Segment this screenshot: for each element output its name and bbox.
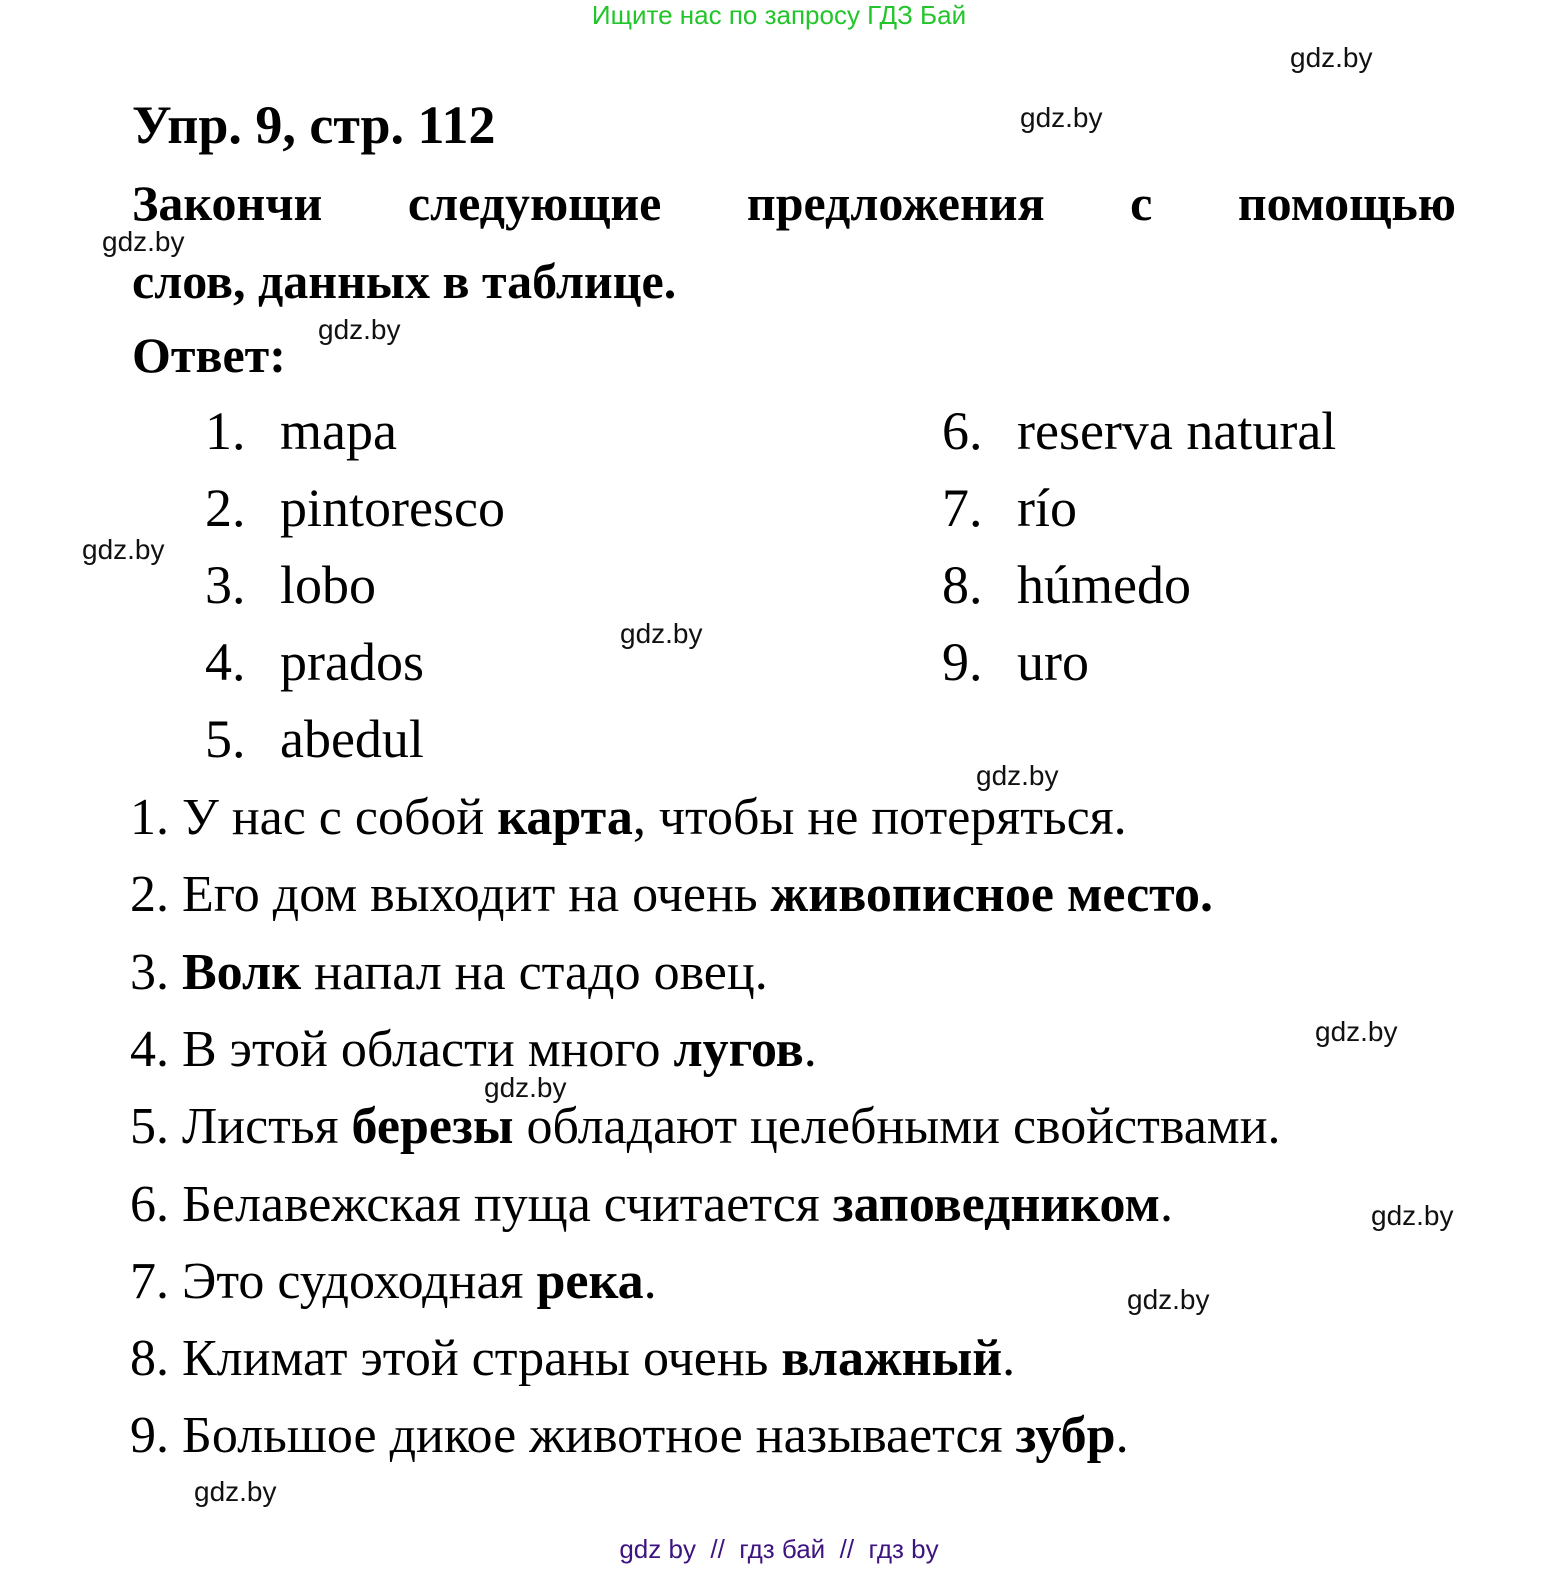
sentence-text: 8. Климат этой страны очень: [130, 1330, 782, 1388]
word-number: 8.: [942, 555, 983, 615]
sentence-text: .: [1159, 1175, 1173, 1233]
watermark: gdz.by: [976, 760, 1059, 791]
sentence-text: .: [1002, 1330, 1016, 1388]
instruction-line-2: слов, данных в таблице.: [132, 253, 677, 309]
sentence-answer: влажный: [781, 1330, 1003, 1388]
watermark: gdz.by: [620, 618, 703, 649]
word-number: 7.: [942, 478, 983, 538]
watermark: gdz.by: [1290, 42, 1373, 73]
watermark: gdz.by: [484, 1072, 567, 1103]
sentence-text: , чтобы не потеряться.: [632, 789, 1127, 846]
watermark: gdz.by: [102, 226, 185, 257]
word-number: 6.: [942, 401, 983, 461]
exercise-title: Упр. 9, стр. 112: [132, 95, 496, 155]
word-number: 4.: [205, 632, 246, 692]
sentence-answer: березы: [351, 1098, 514, 1156]
sentence-text: 3.: [130, 943, 182, 1001]
watermark: gdz.by: [1315, 1016, 1398, 1047]
sentence-text: .: [643, 1252, 657, 1310]
watermark: gdz.by: [1127, 1284, 1210, 1315]
sentence-answer: живописное место.: [770, 866, 1214, 924]
sentence-text: 5. Листья: [130, 1098, 352, 1156]
answer-sentence: [130, 1174, 1173, 1236]
word-list-item: [205, 477, 505, 539]
word-list-item: [942, 554, 1191, 616]
sentence-text: 1. У нас с собой: [130, 789, 498, 846]
word-text: reserva natural: [1017, 401, 1337, 461]
word-text: río: [1017, 478, 1077, 538]
word-list-item: [205, 708, 424, 770]
answer-sentence: [130, 787, 1127, 849]
footer-watermark: gdz by // гдз бай // гдз by: [619, 1534, 939, 1564]
sentence-answer: река: [536, 1252, 644, 1310]
watermark: gdz.by: [318, 314, 401, 345]
word-number: 2.: [205, 478, 246, 538]
search-banner[interactable]: Ищите нас по запросу ГДЗ Бай: [591, 0, 967, 30]
word-text: prados: [280, 632, 424, 692]
word-text: mapa: [280, 401, 397, 461]
sentence-answer: лугов: [673, 1020, 804, 1078]
sentence-text: 7. Это судоходная: [130, 1252, 537, 1310]
sentence-answer: карта: [497, 789, 633, 846]
instruction-line-1: Закончи следующие предложения с помощью: [132, 175, 1456, 231]
word-number: 1.: [205, 401, 246, 461]
sentence-text: 4. В этой области много: [130, 1020, 674, 1078]
answer-sentence: [130, 1328, 1015, 1390]
answer-sentence: [130, 1251, 657, 1313]
answer-label: Ответ:: [132, 327, 286, 383]
watermark: gdz.by: [82, 534, 165, 565]
sentence-text: напал на стадо овец.: [301, 943, 768, 1001]
watermark: gdz.by: [194, 1476, 277, 1507]
sentence-text: .: [803, 1020, 817, 1078]
word-list-item: [205, 631, 424, 693]
answer-sentence: [130, 1096, 1281, 1158]
word-number: 5.: [205, 709, 246, 769]
answer-sentence: [130, 1405, 1129, 1467]
word-text: lobo: [280, 555, 377, 615]
sentence-text: 2. Его дом выходит на очень: [130, 866, 771, 924]
answer-sentence: [130, 1019, 817, 1081]
word-text: abedul: [280, 709, 424, 769]
sentence-answer: зубр: [1015, 1407, 1116, 1465]
sentence-text: обладают целебными свойствами.: [513, 1098, 1281, 1156]
word-list-item: [205, 554, 376, 616]
sentence-text: 6. Белавежская пуща считается: [130, 1175, 833, 1233]
word-list-item: [942, 400, 1336, 462]
word-number: 3.: [205, 555, 246, 615]
watermark: gdz.by: [1371, 1200, 1454, 1231]
watermark: gdz.by: [1020, 102, 1103, 133]
answer-sentence: [130, 864, 1213, 926]
word-text: uro: [1017, 632, 1089, 692]
word-list-item: [205, 400, 397, 462]
word-text: pintoresco: [280, 478, 505, 538]
word-text: húmedo: [1017, 555, 1191, 615]
sentence-answer: Волк: [182, 943, 302, 1001]
word-number: 9.: [942, 632, 983, 692]
word-list-item: [942, 477, 1077, 539]
sentence-text: 9. Большое дикое животное называется: [130, 1407, 1016, 1465]
word-list-item: [942, 631, 1089, 693]
sentence-text: .: [1115, 1407, 1129, 1465]
sentence-answer: заповедником: [832, 1175, 1160, 1233]
answer-sentence: [130, 942, 768, 1004]
